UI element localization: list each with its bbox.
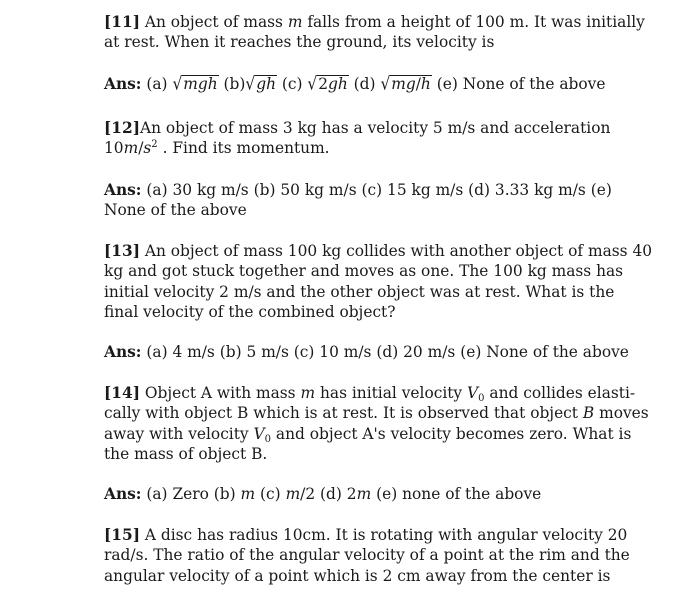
- answer-label: Ans:: [104, 181, 142, 199]
- question-13: [13] An object of mass 100 kg collides with another object of mass 40 kg and got stuck together and moves as one. The 100 kg mass has initial velocity 2 m/s and the other object was at rest. What is the final velocity of the combined object?: [104, 242, 653, 322]
- question-number: [14]: [104, 384, 140, 402]
- option-c-sqrt-2gh: √2gh: [307, 73, 348, 95]
- option-e: (e) None of the above: [436, 75, 606, 93]
- answer-11: Ans: (a) √mgh (b)√gh (c) √2gh (d) √mg/h (e) None of the above: [104, 73, 606, 95]
- option-d: (d) 20 m/s: [376, 343, 456, 361]
- answer-label: Ans:: [104, 485, 142, 503]
- answer-14: Ans: (a) Zero (b) m (c) m/2 (d) 2m (e) none of the above: [104, 485, 542, 503]
- question-number: [15]: [104, 526, 140, 544]
- question-number: [12]: [104, 119, 140, 137]
- question-number: [13]: [104, 242, 140, 260]
- question-12: [12]An object of mass 3 kg has a velocity 5 m/s and acceleration $10m/s^2$ . Find its momentum.: [104, 119, 611, 158]
- option-b: (b) 5 m/s: [219, 343, 289, 361]
- option-e: (e) None of the above: [460, 343, 629, 361]
- option-a: (a) 30 kg m/s: [146, 181, 249, 199]
- question-number: [11]: [104, 13, 140, 31]
- option-c: (c) 10 m/s: [293, 343, 372, 361]
- option-d-sqrt-mg-over-h: √mg/h: [380, 73, 431, 95]
- answer-12: Ans: (a) 30 kg m/s (b) 50 kg m/s (c) 15 kg m/s (d) 3.33 kg m/s (e) None of the above: [104, 181, 612, 220]
- answer-13: [104, 342, 629, 362]
- option-a-sqrt-mgh: √mgh: [172, 73, 218, 95]
- answer-label: Ans:: [104, 343, 142, 361]
- answer-label: Ans:: [104, 75, 142, 93]
- question-11: [11] An object of mass m falls from a height of 100 m. It was initially at rest. When it reaches the ground, its velocity is: [104, 13, 645, 52]
- option-a: (a) 4 m/s: [146, 343, 215, 361]
- option-d: (d) 3.33 kg m/s: [468, 181, 586, 199]
- option-b-sqrt-gh: √gh: [245, 73, 276, 95]
- option-b: (b) 50 kg m/s: [253, 181, 357, 199]
- question-14: [14] Object A with mass m has initial velocity $V_0$ and collides elasti- cally with object B which is at rest. It is observed that object B moves away with velocity $V_0$ and object A's velocity becomes zero. What is the mass of object B.: [104, 384, 649, 464]
- option-c: (c) 15 kg m/s: [361, 181, 464, 199]
- question-15: [15] A disc has radius 10cm. It is rotating with angular velocity 20 rad/s. The ratio of the angular velocity of a point at the rim and the angular velocity of a point which is 2 cm away from the center is: [104, 526, 630, 585]
